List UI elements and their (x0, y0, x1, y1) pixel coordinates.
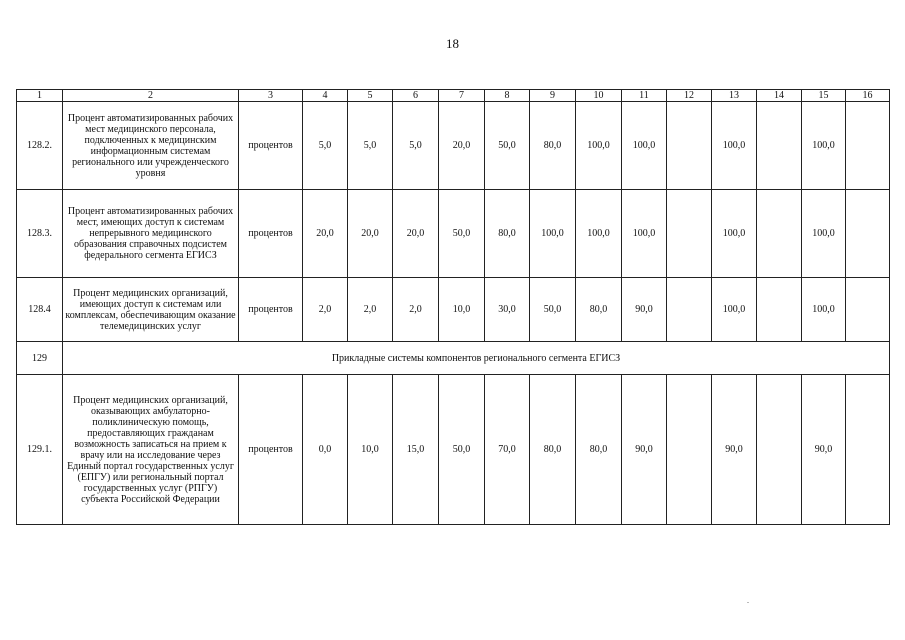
table-row (17, 278, 890, 342)
column-header: 7 (439, 90, 485, 102)
column-header: 6 (393, 90, 439, 102)
section-title: Прикладные системы компонентов регионального сегмента ЕГИСЗ (63, 342, 890, 375)
value-cell: 100,0 (802, 190, 846, 278)
row-number: 128.2. (17, 102, 63, 190)
column-header: 13 (712, 90, 757, 102)
value-cell: 100,0 (802, 102, 846, 190)
value-cell (667, 278, 712, 342)
column-header: 8 (485, 90, 530, 102)
value-cell: 80,0 (576, 278, 622, 342)
value-cell (846, 190, 890, 278)
section-row (17, 342, 890, 375)
column-header: 16 (846, 90, 890, 102)
value-cell: 50,0 (439, 190, 485, 278)
value-cell (667, 102, 712, 190)
value-cell: 20,0 (348, 190, 393, 278)
indicators-table (16, 89, 890, 525)
value-cell: 15,0 (393, 375, 439, 525)
page-number: 18 (446, 36, 459, 51)
value-cell: 30,0 (485, 278, 530, 342)
column-number-row (17, 90, 890, 102)
column-header: 9 (530, 90, 576, 102)
value-cell: 90,0 (622, 375, 667, 525)
indicator-name: Процент медицинских организаций, оказывающих амбулаторно-поликлиническую помощь, предоставляющих гражданам возможность записаться на прием к врачу или на исследование через Единый портал государственных услуг (ЕПГУ) или региональный портал государственных услуг (РПГУ) субъекта Российской Федерации (63, 375, 239, 525)
value-cell: 100,0 (576, 190, 622, 278)
value-cell: 90,0 (712, 375, 757, 525)
value-cell: 2,0 (348, 278, 393, 342)
value-cell: 70,0 (485, 375, 530, 525)
value-cell (846, 375, 890, 525)
value-cell (757, 375, 802, 525)
value-cell: 100,0 (712, 102, 757, 190)
value-cell (757, 190, 802, 278)
value-cell: 10,0 (439, 278, 485, 342)
indicator-name: Процент медицинских организаций, имеющих доступ к системам или комплексам, обеспечивающим оказание телемедицинских услуг (63, 278, 239, 342)
row-number: 129 (17, 342, 63, 375)
value-cell: 50,0 (485, 102, 530, 190)
value-cell: 2,0 (393, 278, 439, 342)
value-cell: 50,0 (439, 375, 485, 525)
value-cell: 20,0 (393, 190, 439, 278)
value-cell: 90,0 (622, 278, 667, 342)
value-cell: 80,0 (576, 375, 622, 525)
value-cell: 50,0 (530, 278, 576, 342)
column-header: 15 (802, 90, 846, 102)
column-header: 5 (348, 90, 393, 102)
table-row (17, 102, 890, 190)
value-cell: 5,0 (303, 102, 348, 190)
value-cell: 100,0 (712, 278, 757, 342)
indicator-name: Процент автоматизированных рабочих мест, имеющих доступ к системам непрерывного медицинского образования справочных подсистем федерального сегмента ЕГИСЗ (63, 190, 239, 278)
value-cell: 0,0 (303, 375, 348, 525)
table-row (17, 375, 890, 525)
row-number: 128.4 (17, 278, 63, 342)
value-cell (667, 190, 712, 278)
scan-speck (747, 602, 749, 603)
value-cell (846, 102, 890, 190)
value-cell (757, 102, 802, 190)
value-cell: 20,0 (303, 190, 348, 278)
column-header: 1 (17, 90, 63, 102)
value-cell: 20,0 (439, 102, 485, 190)
column-header: 3 (239, 90, 303, 102)
unit-cell: процентов (239, 278, 303, 342)
value-cell (846, 278, 890, 342)
row-number: 128.3. (17, 190, 63, 278)
value-cell: 80,0 (485, 190, 530, 278)
value-cell (757, 278, 802, 342)
value-cell: 10,0 (348, 375, 393, 525)
value-cell: 100,0 (802, 278, 846, 342)
column-header: 11 (622, 90, 667, 102)
unit-cell: процентов (239, 190, 303, 278)
value-cell: 100,0 (576, 102, 622, 190)
column-header: 10 (576, 90, 622, 102)
column-header: 12 (667, 90, 712, 102)
value-cell: 100,0 (622, 190, 667, 278)
indicator-name: Процент автоматизированных рабочих мест медицинского персонала, подключенных к медицинским информационным системам регионального или учрежденческого уровня (63, 102, 239, 190)
value-cell: 5,0 (393, 102, 439, 190)
unit-cell: процентов (239, 102, 303, 190)
value-cell: 90,0 (802, 375, 846, 525)
column-header: 2 (63, 90, 239, 102)
table-row (17, 190, 890, 278)
value-cell: 5,0 (348, 102, 393, 190)
value-cell: 80,0 (530, 375, 576, 525)
value-cell: 100,0 (712, 190, 757, 278)
unit-cell: процентов (239, 375, 303, 525)
row-number: 129.1. (17, 375, 63, 525)
column-header: 14 (757, 90, 802, 102)
value-cell: 100,0 (530, 190, 576, 278)
column-header: 4 (303, 90, 348, 102)
value-cell (667, 375, 712, 525)
value-cell: 100,0 (622, 102, 667, 190)
value-cell: 2,0 (303, 278, 348, 342)
value-cell: 80,0 (530, 102, 576, 190)
